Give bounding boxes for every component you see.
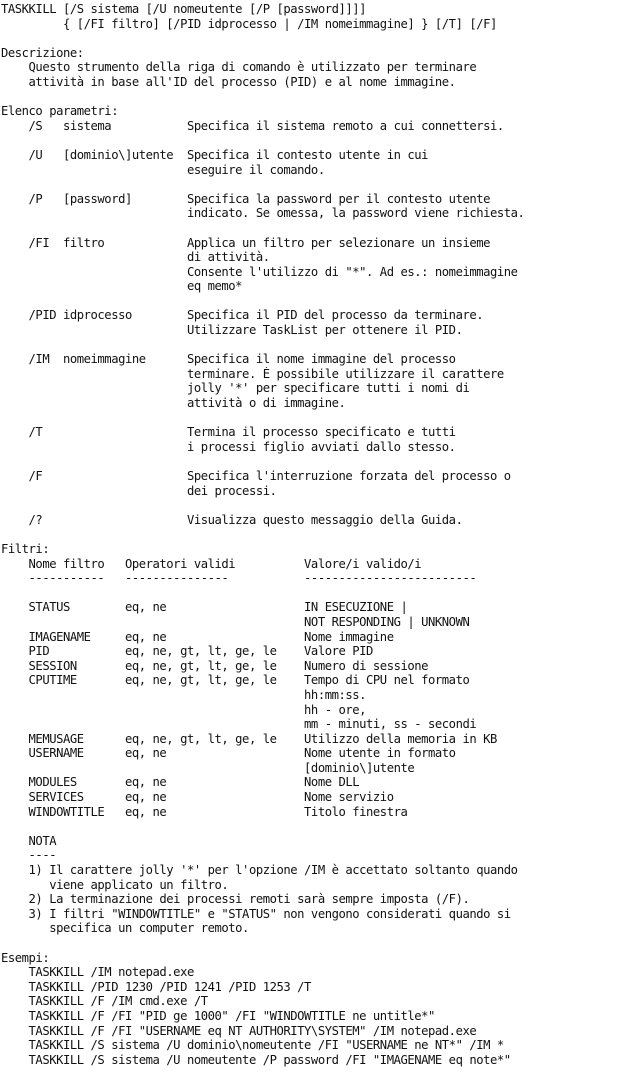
console-line: { [/FI filtro] [/PID idprocesso | /IM nomeimmagine] } [/T] [/F] xyxy=(1,16,497,31)
console-line xyxy=(1,133,639,148)
console-line: [dominio\]utente xyxy=(1,760,415,775)
console-line: IMAGENAME eq, ne Nome immagine xyxy=(1,629,394,644)
console-output xyxy=(1,2,639,1067)
console-line: /F Specifica l'interruzione forzata del processo o xyxy=(1,469,511,483)
console-line xyxy=(1,498,639,513)
console-line xyxy=(1,586,639,601)
console-line: /T Termina il processo specificato e tutti xyxy=(1,425,456,440)
console-line: hh:mm:ss. xyxy=(1,687,367,702)
console-line: SESSION eq, ne, gt, lt, ge, le Numero di sessione xyxy=(1,658,429,673)
console-line: MODULES eq, ne Nome DLL xyxy=(1,775,360,790)
console-line: 2) La terminazione dei processi remoti sarà sempre imposta (/F). xyxy=(1,892,470,907)
console-line xyxy=(1,221,639,236)
console-line: TASKKILL [/S sistema [/U nomeutente [/P [password]]]] xyxy=(1,2,367,16)
console-line: terminare. È possibile utilizzare il carattere xyxy=(1,366,504,381)
console-line: TASKKILL /F /FI "PID ge 1000" /FI "WINDOWTITLE ne untitle*" xyxy=(1,1008,435,1023)
console-line xyxy=(1,90,639,105)
console-line: PID eq, ne, gt, lt, ge, le Valore PID xyxy=(1,644,373,659)
console-line: attività o di immagine. xyxy=(1,396,346,411)
console-line: CPUTIME eq, ne, gt, lt, ge, le Tempo di CPU nel formato xyxy=(1,673,470,688)
console-line: 3) I filtri "WINDOWTITLE" e "STATUS" non vengono considerati quando si xyxy=(1,906,511,921)
console-line: TASKKILL /S sistema /U nomeutente /P password /FI "IMAGENAME eq note*" xyxy=(1,1052,511,1067)
console-line: eseguire il comando. xyxy=(1,162,325,177)
console-line: hh - ore, xyxy=(1,702,367,717)
console-line: USERNAME eq, ne Nome utente in formato xyxy=(1,746,456,761)
console-line: /PID idprocesso Specifica il PID del processo da terminare. xyxy=(1,308,484,323)
console-line: mm - minuti, ss - secondi xyxy=(1,717,477,732)
console-line: 1) Il carattere jolly '*' per l'opzione /IM è accettato soltanto quando xyxy=(1,863,518,878)
console-line xyxy=(1,31,639,46)
console-line xyxy=(1,454,639,469)
console-line: MEMUSAGE eq, ne, gt, lt, ge, le Utilizzo della memoria in KB xyxy=(1,731,497,746)
console-line: WINDOWTITLE eq, ne Titolo finestra xyxy=(1,804,408,819)
console-line: dei processi. xyxy=(1,483,277,498)
console-line: TASKKILL /F /FI "USERNAME eq NT AUTHORITY\SYSTEM" /IM notepad.exe xyxy=(1,1023,477,1038)
console-line: /IM nomeimmagine Specifica il nome immagine del processo xyxy=(1,352,456,367)
console-line: /? Visualizza questo messaggio della Guida. xyxy=(1,512,463,527)
console-line xyxy=(1,936,639,951)
console-line: Descrizione: xyxy=(1,45,84,60)
console-line: ----------- --------------- ------------------------- xyxy=(1,571,477,586)
console-line: TASKKILL /IM notepad.exe xyxy=(1,965,194,980)
console-line: Consente l'utilizzo di "*". Ad es.: nomeimmagine xyxy=(1,264,518,279)
console-line: specifica un computer remoto. xyxy=(1,921,249,936)
console-line: TASKKILL /PID 1230 /PID 1241 /PID 1253 /T xyxy=(1,979,311,994)
console-line: Questo strumento della riga di comando è utilizzato per terminare xyxy=(1,60,477,75)
console-line xyxy=(1,411,639,426)
console-line xyxy=(1,819,639,834)
console-line xyxy=(1,527,639,542)
console-line: /U [dominio\]utente Specifica il contesto utente in cui xyxy=(1,147,429,162)
console-line: /FI filtro Applica un filtro per selezionare un insieme xyxy=(1,235,491,250)
console-line: /S sistema Specifica il sistema remoto a cui connettersi. xyxy=(1,118,504,133)
console-line: attività in base all'ID del processo (PID) e al nome immagine. xyxy=(1,74,456,89)
console-line: ---- xyxy=(1,848,57,863)
console-line: i processi figlio avviati dallo stesso. xyxy=(1,439,456,454)
console-line: jolly '*' per specificare tutti i nomi di xyxy=(1,381,470,396)
console-line: viene applicato un filtro. xyxy=(1,877,229,892)
console-line: /P [password] Specifica la password per il contesto utente xyxy=(1,191,491,206)
console-line: indicato. Se omessa, la password viene richiesta. xyxy=(1,206,525,221)
console-line: Filtri: xyxy=(1,541,50,556)
console-line: Esempi: xyxy=(1,950,50,965)
console-line: Utilizzare TaskList per ottenere il PID. xyxy=(1,323,463,338)
console-line: NOT RESPONDING | UNKNOWN xyxy=(1,614,470,629)
console-line xyxy=(1,294,639,309)
console-line: Nome filtro Operatori validi Valore/i valido/i xyxy=(1,556,422,571)
console-line: SERVICES eq, ne Nome servizio xyxy=(1,790,394,805)
console-line: TASKKILL /S sistema /U dominio\nomeutente /FI "USERNAME ne NT*" /IM * xyxy=(1,1038,504,1053)
console-line: Elenco parametri: xyxy=(1,104,119,119)
console-line xyxy=(1,338,639,353)
console-line: TASKKILL /F /IM cmd.exe /T xyxy=(1,994,208,1009)
console-line: NOTA xyxy=(1,833,57,848)
console-line xyxy=(1,177,639,192)
console-line: STATUS eq, ne IN ESECUZIONE | xyxy=(1,600,408,615)
console-line: di attività. xyxy=(1,250,270,265)
console-line: eq memo* xyxy=(1,279,243,294)
